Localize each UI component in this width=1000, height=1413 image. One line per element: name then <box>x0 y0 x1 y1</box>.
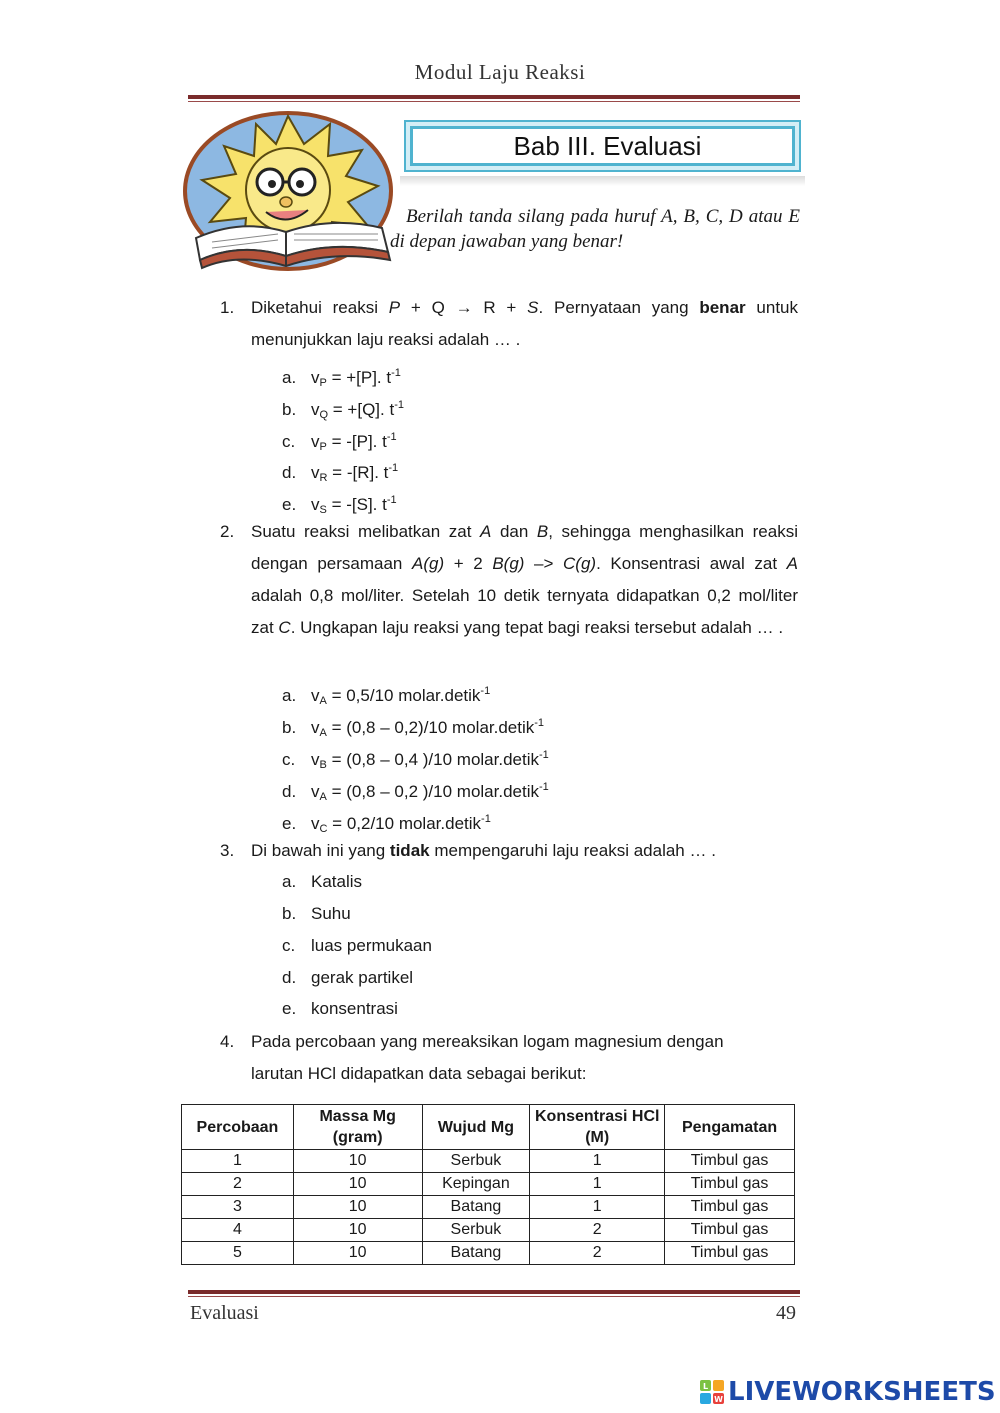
answer-option[interactable]: e. $v_C = 0,2/10$ molar.detik$^{-1}$ <box>282 813 491 835</box>
answer-option[interactable]: e. konsentrasi <box>282 999 398 1018</box>
page-header-title: Modul Laju Reaksi <box>414 60 586 84</box>
table-cell: Timbul gas <box>665 1150 795 1173</box>
liveworksheets-logo-icon <box>700 1380 724 1404</box>
title-box-shadow <box>400 176 805 186</box>
table-cell: 10 <box>293 1219 422 1242</box>
section-title: Bab III. Evaluasi <box>513 130 702 161</box>
table-row <box>182 1242 795 1265</box>
experiment-data-table <box>181 1104 795 1265</box>
table-cell: 2 <box>530 1219 665 1242</box>
question-text: Pada percobaan yang mereaksikan logam magnesium dengan larutan HCl didapatkan data sebagai berikut: <box>251 1032 724 1083</box>
table-cell: 2 <box>530 1242 665 1265</box>
section-title-box <box>400 118 805 176</box>
answer-option[interactable]: b. $v_A = (0,8 - 0,2)/10$ molar.detik$^{-1}$ <box>282 717 545 739</box>
answer-option[interactable]: b. $v_Q = +[Q]$. $t^{-1}$ <box>282 399 404 421</box>
table-cell: Timbul gas <box>665 1196 795 1219</box>
column-header: Massa Mg (gram) <box>293 1105 422 1150</box>
column-header: Pengamatan <box>665 1105 795 1150</box>
table-cell: Batang <box>422 1242 530 1265</box>
question-number: 2. <box>220 522 235 541</box>
table-cell: Serbuk <box>422 1150 530 1173</box>
svg-text:L: L <box>702 1382 709 1391</box>
header-rule <box>188 95 800 99</box>
question-text: Suatu reaksi melibatkan zat A dan B, sehingga menghasilkan reaksi dengan persamaan A(g) + 2 B(g) –> C(g). Konsentrasi awal zat A adalah 0,8 mol/liter. Setelah 10 detik ternyata didapatkan 0,2 mol/liter zat C. Ungkapan laju reaksi yang tepat bagi reaksi tersebut adalah … . <box>251 522 798 637</box>
section-title-frame <box>410 126 795 166</box>
answer-option[interactable]: a. $v_A = 0,5/10$ molar.detik$^{-1}$ <box>282 685 491 707</box>
answer-option[interactable]: d. gerak partikel <box>282 968 414 987</box>
table-header-row <box>182 1105 795 1150</box>
brand-name: LIVEWORKSHEETS <box>728 1377 996 1407</box>
table-cell: 5 <box>182 1242 294 1265</box>
column-header: Konsentrasi HCl (M) <box>530 1105 665 1150</box>
question-text: Di bawah ini yang tidak mempengaruhi laju reaksi adalah … . <box>251 841 716 860</box>
footer-rule-thin <box>188 1296 800 1297</box>
question-1 <box>220 292 798 356</box>
table-cell: Kepingan <box>422 1173 530 1196</box>
table-row <box>182 1196 795 1219</box>
table-cell: Serbuk <box>422 1219 530 1242</box>
column-header: Wujud Mg <box>422 1105 530 1150</box>
answer-option[interactable]: c. $v_B = (0,8 - 0,4$ )/10 molar.detik$^{-1}$ <box>282 749 549 771</box>
page-number: 49 <box>776 1302 796 1324</box>
column-header: Percobaan <box>182 1105 294 1150</box>
table-cell: 1 <box>530 1150 665 1173</box>
table-cell: 10 <box>293 1196 422 1219</box>
answer-option[interactable]: e. $v_S = -[S]$. $t^{-1}$ <box>282 494 397 516</box>
table-row <box>182 1150 795 1173</box>
table-cell: 1 <box>182 1150 294 1173</box>
question-number: 3. <box>220 841 235 860</box>
table-row <box>182 1219 795 1242</box>
instruction-text: Berilah tanda silang pada huruf A, B, C, D atau E di depan jawaban yang benar! <box>390 206 800 252</box>
answer-option[interactable]: a. $v_P = +[P]$. $t^{-1}$ <box>282 367 401 389</box>
table-cell: 10 <box>293 1173 422 1196</box>
answer-option[interactable]: d. $v_A = (0,8 - 0,2$ )/10 molar.detik$^{-1}$ <box>282 781 549 803</box>
footer-section-name: Evaluasi <box>190 1302 259 1324</box>
answer-option[interactable]: b. Suhu <box>282 904 351 923</box>
footer-rule <box>188 1290 800 1294</box>
question-text: Diketahui reaksi P + Q → R + S. Pernyataan yang benar untuk menunjukkan laju reaksi adalah … . <box>251 298 799 349</box>
liveworksheets-brand[interactable] <box>700 1377 996 1407</box>
table-cell: 10 <box>293 1242 422 1265</box>
table-cell: 3 <box>182 1196 294 1219</box>
arrow-icon: → <box>455 298 473 317</box>
question-2 <box>220 516 798 644</box>
header-rule-thin <box>188 101 800 102</box>
question-number: 1. <box>220 298 235 317</box>
answer-option[interactable]: a. Katalis <box>282 872 363 891</box>
question-4 <box>220 1026 780 1090</box>
table-cell: 4 <box>182 1219 294 1242</box>
table-cell: 2 <box>182 1173 294 1196</box>
svg-text:W: W <box>714 1395 723 1404</box>
table-cell: Batang <box>422 1196 530 1219</box>
answer-option[interactable]: c. $v_P = -[P]$. $t^{-1}$ <box>282 431 397 453</box>
question-number: 4. <box>220 1032 235 1051</box>
sun-reading-book-illustration <box>182 110 400 272</box>
table-cell: 1 <box>530 1173 665 1196</box>
table-cell: 1 <box>530 1196 665 1219</box>
table-cell: Timbul gas <box>665 1242 795 1265</box>
table-row <box>182 1173 795 1196</box>
answer-option[interactable]: c. luas permukaan <box>282 936 432 955</box>
table-cell: Timbul gas <box>665 1219 795 1242</box>
table-cell: Timbul gas <box>665 1173 795 1196</box>
answer-option[interactable]: d. $v_R = -[R]$. $t^{-1}$ <box>282 462 399 484</box>
question-3 <box>220 835 798 867</box>
table-cell: 10 <box>293 1150 422 1173</box>
